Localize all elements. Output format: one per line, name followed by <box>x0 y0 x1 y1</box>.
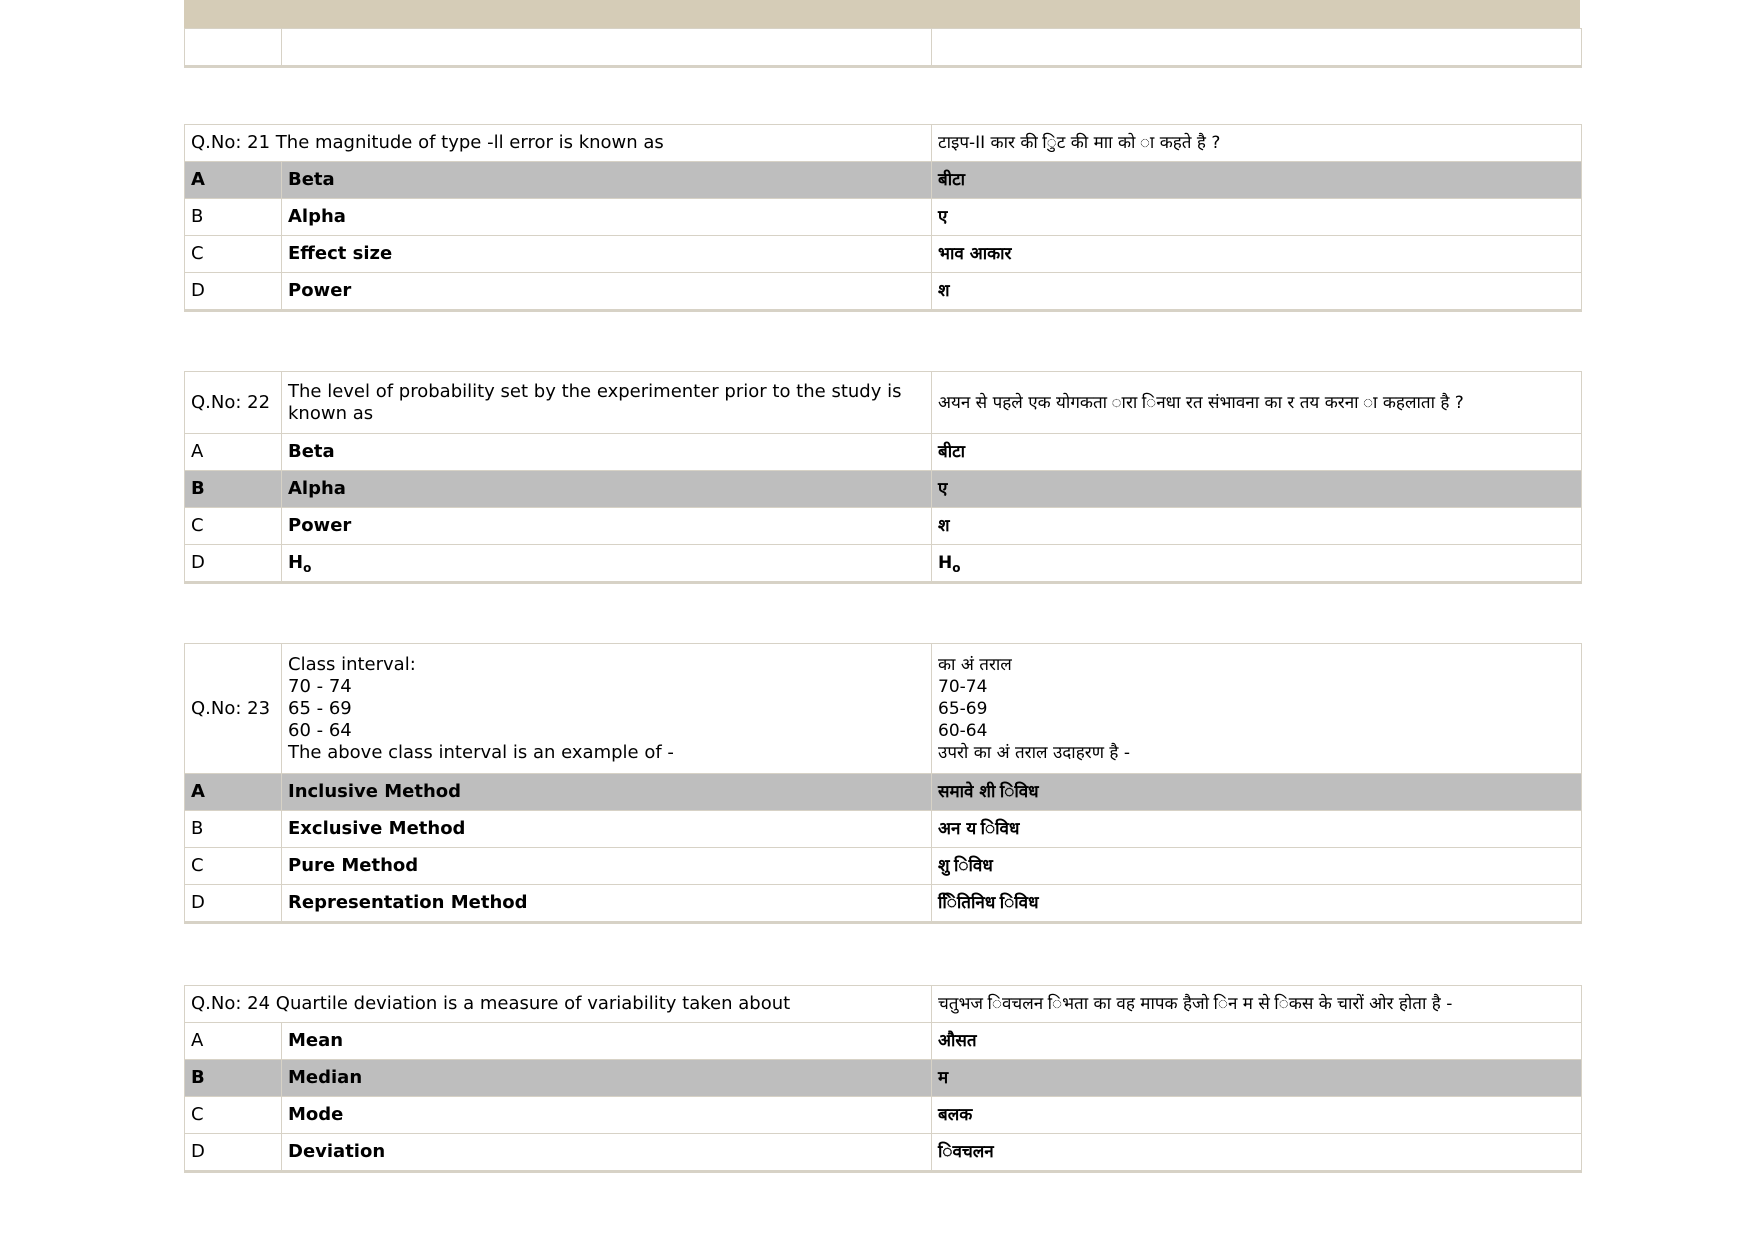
question-number: Q.No: 21 <box>191 132 271 153</box>
question-text-hi <box>932 644 1582 774</box>
question-line: 70-74 <box>938 676 988 697</box>
option-text-hi: भाव आकार <box>932 236 1582 273</box>
option-label: A <box>185 774 282 811</box>
option-text-en: Effect size <box>282 236 932 273</box>
option-text-hi: म <box>932 1060 1582 1097</box>
question-row <box>185 125 1582 162</box>
option-text-en: Mode <box>282 1097 932 1134</box>
empty-cell <box>282 29 932 67</box>
option-text-hi: ए <box>932 199 1582 236</box>
option-label: C <box>185 508 282 545</box>
question-row <box>185 986 1582 1023</box>
question-22-table <box>184 371 1582 584</box>
question-row <box>185 372 1582 434</box>
question-line: The above class interval is an example of - <box>288 741 674 763</box>
option-text-en: Median <box>282 1060 932 1097</box>
option-text-hi: समावे शी िविध <box>932 774 1582 811</box>
option-text-en <box>282 545 932 583</box>
option-text-hi: औसत <box>932 1023 1582 1060</box>
option-label: D <box>185 273 282 311</box>
option-label: B <box>185 471 282 508</box>
question-text-en <box>282 644 932 774</box>
option-text-en: Alpha <box>282 199 932 236</box>
option-text-hi: बलक <box>932 1097 1582 1134</box>
question-number: Q.No: 22 <box>185 372 282 434</box>
option-row-a <box>185 162 1582 199</box>
question-23-table <box>184 643 1582 924</box>
option-row-a <box>185 434 1582 471</box>
option-row-d <box>185 885 1582 923</box>
question-line: 70 - 74 <box>288 675 352 697</box>
option-row-b <box>185 1060 1582 1097</box>
h-symbol: H <box>288 552 304 573</box>
option-label: A <box>185 1023 282 1060</box>
question-number: Q.No: 23 <box>185 644 282 774</box>
option-row-b <box>185 471 1582 508</box>
option-row-c <box>185 236 1582 273</box>
question-text-en: The level of probability set by the experimenter prior to the study is known as <box>282 372 932 434</box>
option-row-c <box>185 508 1582 545</box>
option-row-b <box>185 199 1582 236</box>
option-text-en: Beta <box>282 162 932 199</box>
option-row-a <box>185 1023 1582 1060</box>
option-text-en: Alpha <box>282 471 932 508</box>
option-text-hi: श <box>932 508 1582 545</box>
option-text-hi: बीटा <box>932 162 1582 199</box>
option-text-hi: अन य िविध <box>932 811 1582 848</box>
empty-cell <box>932 29 1582 67</box>
option-text-hi: िवचलन <box>932 1134 1582 1172</box>
option-text-hi: ए <box>932 471 1582 508</box>
question-text-hi: चतुभज िवचलन िभता का वह मापक हैजो िन म से िकस के चारों ओर होता है - <box>932 986 1582 1023</box>
option-text-en: Beta <box>282 434 932 471</box>
option-row-a <box>185 774 1582 811</box>
option-text-en: Representation Method <box>282 885 932 923</box>
question-text-en: The magnitude of type -ll error is known as <box>275 132 664 153</box>
question-line: Class interval: <box>288 653 416 675</box>
question-24-table <box>184 985 1582 1173</box>
option-text-en: Mean <box>282 1023 932 1060</box>
option-label: B <box>185 1060 282 1097</box>
question-line: का अं तराल <box>938 654 1012 675</box>
option-label: B <box>185 811 282 848</box>
question-row <box>185 644 1582 774</box>
option-text-en: Deviation <box>282 1134 932 1172</box>
question-line: 65 - 69 <box>288 697 352 719</box>
h-symbol: H <box>938 553 953 573</box>
option-row-d <box>185 545 1582 583</box>
option-row-c <box>185 1097 1582 1134</box>
option-row-c <box>185 848 1582 885</box>
header-band <box>184 0 1580 29</box>
option-text-hi: शु िविध <box>932 848 1582 885</box>
option-text-en: Pure Method <box>282 848 932 885</box>
previous-question-tail <box>184 28 1582 68</box>
option-text-en: Exclusive Method <box>282 811 932 848</box>
option-label: A <box>185 162 282 199</box>
option-label: B <box>185 199 282 236</box>
empty-cell <box>185 29 282 67</box>
option-text-en: Inclusive Method <box>282 774 932 811</box>
question-21-table <box>184 124 1582 312</box>
question-cell <box>185 986 932 1023</box>
option-text-hi: िितिनिध िविध <box>932 885 1582 923</box>
option-row-d <box>185 273 1582 311</box>
question-number: Q.No: 24 <box>191 993 271 1014</box>
option-row-d <box>185 1134 1582 1172</box>
option-row-b <box>185 811 1582 848</box>
option-text-hi <box>932 545 1582 583</box>
option-label: C <box>185 236 282 273</box>
option-label: A <box>185 434 282 471</box>
option-label: D <box>185 1134 282 1172</box>
h-subscript: o <box>952 561 961 575</box>
option-label: C <box>185 848 282 885</box>
option-text-en: Power <box>282 508 932 545</box>
option-text-en: Power <box>282 273 932 311</box>
question-line: 65-69 <box>938 698 988 719</box>
question-line: 60-64 <box>938 720 988 741</box>
question-text-en: Quartile deviation is a measure of variability taken about <box>275 993 791 1014</box>
option-text-hi: बीटा <box>932 434 1582 471</box>
option-label: C <box>185 1097 282 1134</box>
option-label: D <box>185 885 282 923</box>
question-text-hi: अयन से पहले एक योगकता ारा िनधा रत संभावना का र तय करना ा कहलाता है ? <box>932 372 1582 434</box>
question-line: 60 - 64 <box>288 719 352 741</box>
question-cell <box>185 125 932 162</box>
option-label: D <box>185 545 282 583</box>
h-subscript: o <box>303 561 312 575</box>
option-text-hi: श <box>932 273 1582 311</box>
question-line: उपरो का अं तराल उदाहरण है - <box>938 742 1130 763</box>
question-text-hi: टाइप-II कार की ुिट की माा को ा कहते है ? <box>932 125 1582 162</box>
